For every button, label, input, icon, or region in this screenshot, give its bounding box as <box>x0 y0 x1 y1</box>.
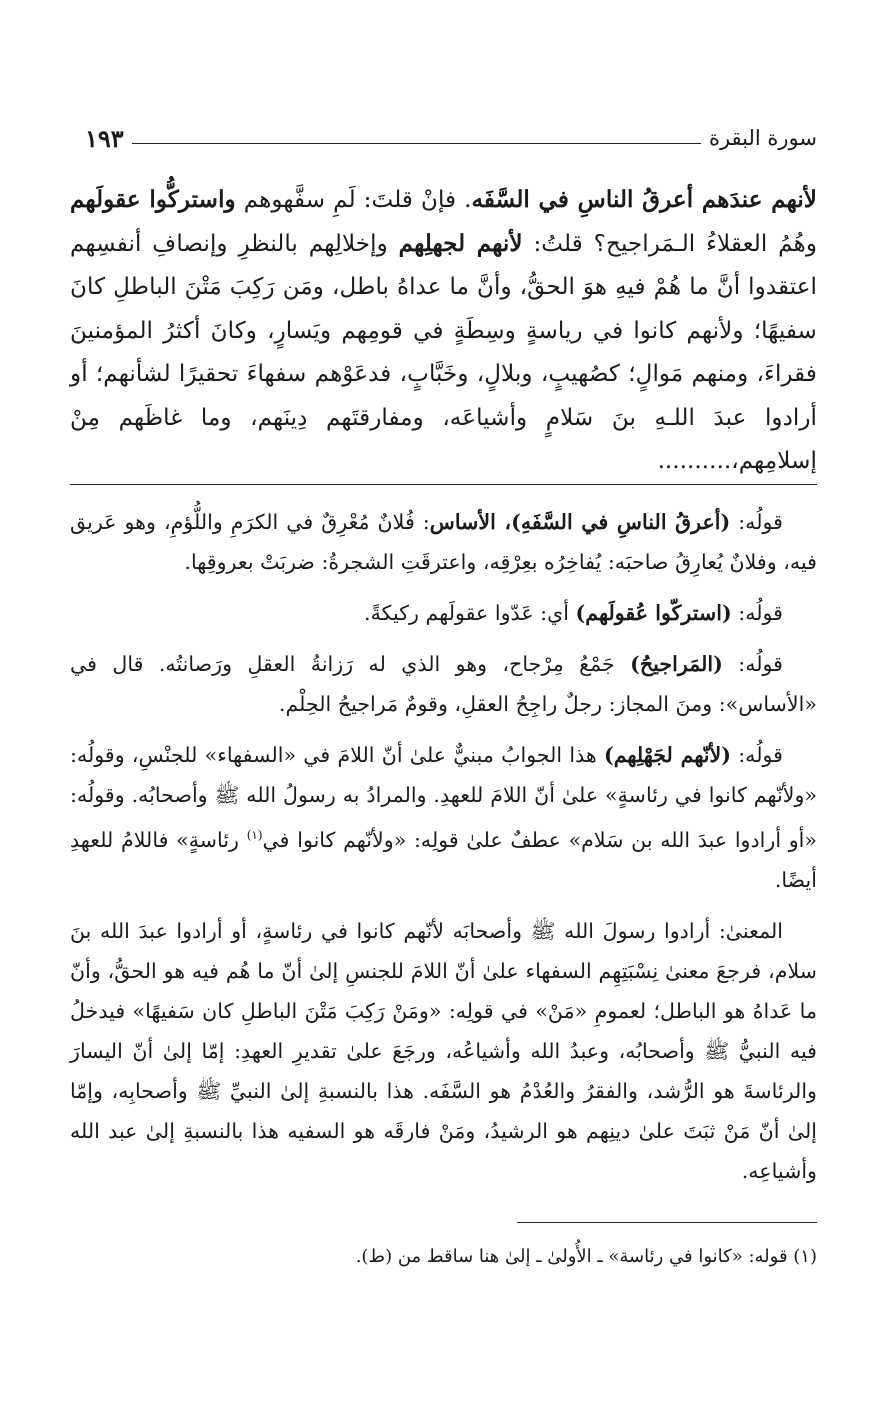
main-text-run: وهُمُ العقلاءُ <box>695 229 818 257</box>
commentary-run: هذا الجوابُ مبنيٌّ علىٰ أنّ اللامَ في «السفهاء» للجنْسِ، وقولُه: «ولأنّهم كانوا في رئاسةٍ» علىٰ أنّ اللامَ للعهدِ. والمرادُ به رسولُ الله ﷺ وأصحابُه. وقولُه: «أو أرادوا عبدَ الله بن سَلام» عطفٌ علىٰ قولِه: «ولأنّهم كانوا في <box>70 743 817 852</box>
commentary-run: رئاسةٍ» فاللامُ للعهدِ أيضًا. <box>70 827 817 892</box>
commentary-run: المعنىٰ: أرادوا رسولَ الله ﷺ وأصحابَه لأنّهم كانوا في رئاسةٍ، أو أرادوا عبدَ الله بنَ سلام، فرجعَ معنىٰ نِسْبَتِهِم السفهاء علىٰ أنّ اللامَ للجنسِ إلىٰ أنّ ما هُم فيه هو الحقُّ، وأنّ ما عَداهُ هو الباطل؛ لعمومِ «مَنْ» في قولِه: «ومَنْ رَكِبَ مَتْنَ الباطلِ كان سَفيهًا» فيدخلُ فيه النبيُّ ﷺ وأصحابُه، وعبدُ الله وأشياعُه، ورجَعَ علىٰ تقديرِ العهدِ: إمّا إلىٰ أنّ اليسارَ والرئاسةَ هو الرُّشد، والفقرُ والعُدْمُ هو السَّفَه. هذا بالنسبةِ إلىٰ النبيِّ ﷺ وأصحابِه، وإمّا إلىٰ أنّ مَنْ ثبَتَ علىٰ دينِهم هو الرشيدُ، ومَنْ فارقَه هو السفيه هذا بالنسبةِ إلىٰ عبد الله وأشياعِه. <box>70 918 817 1183</box>
footnote <box>70 1242 817 1272</box>
commentary-lemma: (لأنّهم لجَهْلِهم) <box>603 743 732 767</box>
main-text-run: ؟ قلتُ: <box>522 229 606 257</box>
main-text <box>70 178 817 483</box>
commentary-run: : فُلانٌ مُعْرِقٌ في الكرَمِ واللُّؤمِ، وهو عَريق فيه، وفلانٌ يُعارِقُ صاحبَه: يُفاخِرُه بعِرْقِه، واعترقَتِ الشجرةُ: ضربَتْ بعروقِها. <box>70 510 817 574</box>
commentary-paragraph <box>70 735 817 900</box>
main-text-bold: واستركُّوا عقولَهم <box>70 186 236 213</box>
page-header <box>85 118 817 158</box>
commentary-lemma: (استركّوا عُقولَهم) <box>575 601 732 625</box>
commentary-run: قولُه: <box>722 652 783 676</box>
main-text-bold: لأنهم لجهلِهم <box>398 229 523 257</box>
commentary-paragraph <box>70 502 817 582</box>
main-text-run: الـمَراجيح <box>605 229 696 257</box>
footnote-text: (١) قوله: «كانوا في رئاسة» ـ الأُولىٰ ـ إلىٰ هنا ساقط من (ط). <box>355 1246 817 1267</box>
commentary-run: قولُه: <box>730 510 783 534</box>
main-divider <box>70 484 817 485</box>
commentary-paragraph <box>70 644 817 724</box>
commentary-run: قولُه: <box>731 743 783 767</box>
commentary-run: أي: عَدّوا عقولَهم ركيكةً. <box>364 601 576 625</box>
commentary-run: جَمْعُ مِرْجاح، وهو الذي له رَزانةُ العقلِ ورَصانتُه. قال في «الأساس»: ومنَ المجاز: رجلٌ راجِحُ العقلِ، وقومٌ مَراجيحُ الحِلْم. <box>70 652 817 716</box>
main-text-run: . فإنْ قلتَ: لَمِ سفَّهوهم <box>235 186 472 213</box>
main-text-run: لأنهم عندَهم <box>693 186 818 213</box>
commentary-lemma: (أعرقُ الناسِ في السَّفَهِ)، الأساس <box>429 510 731 534</box>
main-text-bold: أعرقُ الناسِ في السَّفَه <box>471 186 694 213</box>
commentary <box>70 502 817 1202</box>
commentary-paragraph <box>70 911 817 1191</box>
commentary-run: قولُه: <box>731 601 783 625</box>
commentary-lemma: (المَراجيحُ) <box>630 652 723 676</box>
surah-name: سورة البقرة <box>708 126 817 150</box>
footnote-divider <box>517 1222 817 1223</box>
main-paragraph <box>70 178 817 483</box>
commentary-paragraph <box>70 593 817 633</box>
page-number: ١٩٣ <box>85 123 124 153</box>
main-text-run: وإخلالِهم بالنظرِ وإنصافِ أنفسِهم اعتقدوا أنَّ ما هُمْ فيهِ هوَ الحقُّ، وأنَّ ما عداهُ باطل، ومَن رَكِبَ مَتْنَ الباطلِ كانَ سفيهًا؛ ولأنهم كانوا في رياسةٍ وسِطَةٍ في قومِهم ويَسارٍ، وكانَ أكثرُ المؤمنينَ فقراءَ، ومنهم مَوالٍ؛ كصُهيبٍ، وبلالٍ، وخَبَّابٍ، فدعَوْهم سفهاءَ تحقيرًا لشأنهم؛ أو أرادوا عبدَ اللـهِ بنَ سَلامٍ وأشياعَه، ومفارقتَهم دِينَهم، وما غاظَهم مِنْ إسلامِهم،.......... <box>70 229 817 474</box>
header-rule <box>132 143 701 144</box>
footnote-marker: (١) <box>246 828 263 842</box>
